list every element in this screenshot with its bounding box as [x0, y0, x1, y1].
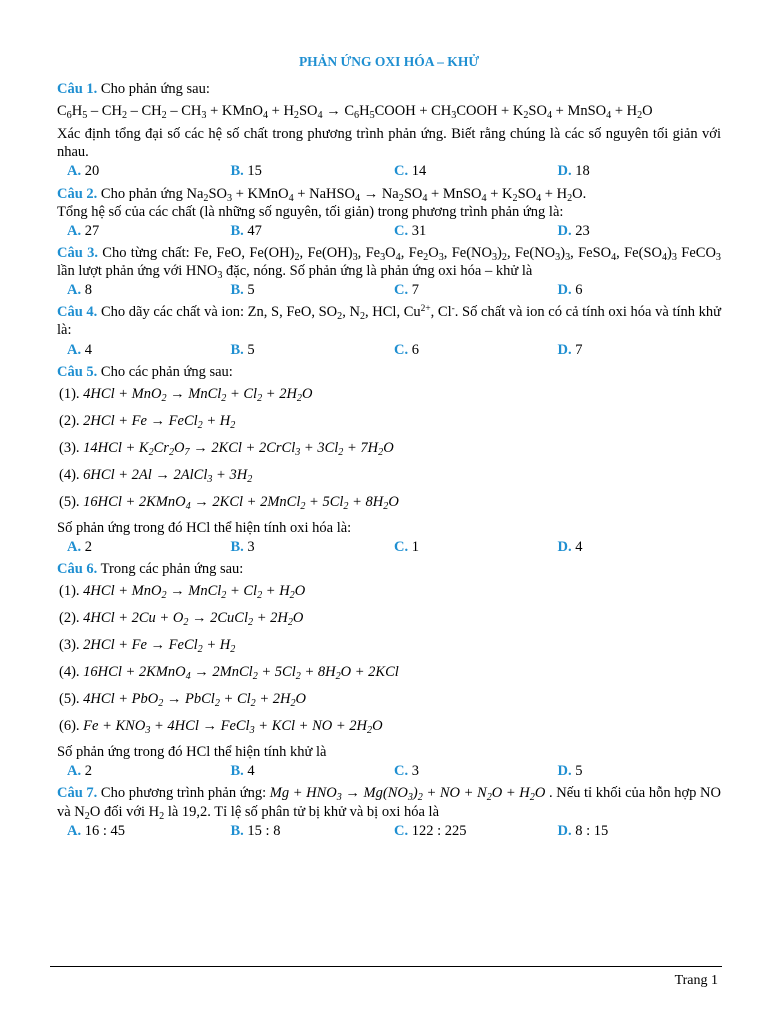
option-letter: D.	[557, 163, 572, 180]
equation-5-5: (5). 16HCl + 2KMnO$_4$ → 2KCl + 2MnCl$_2$ + $5Cl_2 + 8H_2O$	[59, 493, 399, 512]
option-value: 14	[408, 163, 427, 180]
answer-option[interactable]	[558, 762, 722, 780]
answer-option[interactable]	[231, 538, 395, 556]
question-2-options	[57, 222, 721, 240]
question-5-label: Câu 5.	[57, 363, 98, 380]
question-3-options	[57, 281, 721, 299]
question-2-heading: Câu 2. Cho phản ứng $Na_2SO_3$ + KMnO$_4$ + NaHSO$_4$ → $Na_2SO_4$ + MnSO$_4$ + $K_2SO_4 + H_2O$.	[57, 185, 587, 204]
option-letter: B.	[230, 763, 244, 780]
option-letter: B.	[230, 163, 244, 180]
option-value: 8	[81, 282, 92, 299]
equation-6-2: (2). $4HCl + 2Cu + O_2$ → 2CuCl$_2$ + $2H_2O$	[59, 610, 304, 629]
option-letter: C.	[394, 222, 409, 239]
option-value: 5	[243, 341, 255, 358]
option-letter: C.	[394, 163, 409, 180]
worksheet-page	[57, 54, 721, 844]
answer-option[interactable]	[394, 538, 558, 556]
option-letter: C.	[394, 341, 409, 358]
answer-option[interactable]	[558, 281, 722, 299]
answer-option[interactable]	[558, 222, 722, 240]
option-letter: C.	[394, 763, 409, 780]
answer-option[interactable]	[67, 281, 231, 299]
option-value: 5	[243, 282, 255, 299]
question-4-options	[57, 341, 721, 359]
option-value: 31	[408, 222, 427, 239]
question-1-heading	[57, 80, 721, 98]
question-4-body: Câu 4. Cho dãy các chất và ion: Zn, S, FeO, $SO_2$, $N_2$, HCl, $Cu^{2+}$, Cl-. Số chất và ion có cả tính oxi hóa và tính khử là:	[57, 304, 722, 339]
answer-option[interactable]	[394, 162, 558, 180]
equation-6-4: (4). 16HCl + 2KMnO$_4$ → 2MnCl$_2$ + $5Cl_2 + 8H_2O + 2KCl$	[59, 664, 399, 683]
question-2-body: Tổng hệ số của các chất (là những số nguyên, tối giản) trong phương trình phản ứng là:	[57, 203, 564, 220]
answer-option[interactable]	[67, 341, 231, 359]
option-letter: C.	[394, 822, 409, 839]
equation-5-3: (3). $14HCl + K_2Cr_2O_7 \to 2KCl$ + 2CrCl$_3$ + $3Cl_2 + 7H_2O$	[59, 439, 394, 458]
equation-5-2: (2). 2HCl + Fe → FeCl$_2$ + $H_2$	[59, 412, 236, 431]
option-value: 23	[571, 222, 590, 239]
option-letter: A.	[67, 222, 82, 239]
question-5-prompt: Số phản ứng trong đó HCl thể hiện tính oxi hóa là:	[57, 519, 352, 536]
answer-option[interactable]	[394, 222, 558, 240]
equation-5-4: (4). 6HCl + 2Al → 2AlCl$_3$ + $3H_2$	[59, 466, 253, 485]
question-5-heading	[57, 363, 721, 381]
option-letter: A.	[67, 763, 82, 780]
option-value: 6	[571, 282, 583, 299]
answer-option[interactable]	[231, 762, 395, 780]
question-3-body: Câu 3. Cho từng chất: Fe, FeO, $Fe(OH)_2$, $Fe(OH)_3$, $Fe_3O_4$, $Fe_2O_3$, $Fe(NO_3)_2$, $Fe(NO_3)_3$, FeSO$_4$, $Fe(SO_4)_3$ FeCO$_3$ lần lượt phản ứng với $HNO_3$ đặc, nóng. Số phản ứng là phản ứng oxi hóa – khử là	[57, 244, 721, 281]
question-2-label: Câu 2.	[57, 185, 98, 202]
option-value: 8 : 15	[571, 822, 609, 839]
answer-option[interactable]	[558, 341, 722, 359]
question-1-equation: $C_6H_5 - CH_2 - CH_2 - CH_3$ + KMnO$_4$ + $H_2SO_4$ → $C_6H_5COOH$ + $CH_3COOH + K_2SO_4$ + MnSO$_4$ + $H_2O$	[57, 103, 653, 121]
option-value: 15	[243, 163, 262, 180]
option-letter: A.	[67, 163, 82, 180]
option-value: 27	[81, 222, 100, 239]
option-value: 18	[571, 163, 590, 180]
answer-option[interactable]	[231, 222, 395, 240]
option-value: 3	[243, 538, 255, 555]
page-title: PHẢN ỨNG OXI HÓA – KHỬ	[298, 54, 480, 69]
answer-option[interactable]	[67, 162, 231, 180]
answer-option[interactable]	[67, 222, 231, 240]
answer-option[interactable]	[394, 281, 558, 299]
option-letter: A.	[67, 282, 82, 299]
option-letter: D.	[557, 763, 572, 780]
question-6-options	[57, 762, 721, 780]
answer-option[interactable]	[394, 822, 558, 840]
question-6-label: Câu 6.	[57, 561, 98, 577]
option-letter: B.	[230, 822, 244, 839]
option-value: 4	[81, 341, 92, 358]
question-6-text: Trong các phản ứng sau:	[97, 561, 244, 577]
option-letter: D.	[557, 822, 572, 839]
equation-6-3: (3). 2HCl + Fe → FeCl$_2$ + $H_2$	[59, 637, 236, 656]
option-value: 3	[408, 763, 419, 780]
answer-option[interactable]	[231, 822, 395, 840]
question-1-body: Xác định tổng đại số các hệ số chất trong phương trình phản ứng. Biết rằng chúng là các số nguyên tối giản với nhau.	[57, 126, 721, 161]
question-1-label: Câu 1.	[57, 80, 98, 97]
question-7-label: Câu 7.	[57, 785, 98, 802]
answer-option[interactable]	[558, 162, 722, 180]
option-letter: C.	[394, 282, 409, 299]
answer-option[interactable]	[67, 538, 231, 556]
answer-option[interactable]	[558, 822, 722, 840]
equation-6-1: (1). 4HCl + MnO$_2$ → MnCl$_2$ + $Cl_2 + H_2O$	[59, 583, 306, 602]
answer-option[interactable]	[394, 762, 558, 780]
question-1-options	[57, 162, 721, 180]
option-value: 7	[408, 282, 419, 299]
footer-divider	[50, 966, 722, 967]
option-value: 4	[571, 538, 583, 555]
option-value: 2	[81, 538, 92, 555]
answer-option[interactable]	[67, 762, 231, 780]
option-value: 20	[81, 163, 100, 180]
question-6-prompt: Số phản ứng trong đó HCl thể hiện tính khử là	[57, 744, 327, 761]
option-letter: B.	[230, 222, 244, 239]
option-letter: A.	[67, 538, 82, 555]
question-3-label: Câu 3.	[57, 244, 98, 261]
option-value: 6	[408, 341, 419, 358]
question-6-heading	[57, 560, 721, 578]
question-5-text: Cho các phản ứng sau:	[97, 363, 233, 380]
answer-option[interactable]	[231, 281, 395, 299]
option-value: 2	[81, 763, 92, 780]
option-value: 1	[408, 538, 419, 555]
option-letter: D.	[557, 282, 572, 299]
answer-option[interactable]	[558, 538, 722, 556]
option-value: 4	[243, 763, 255, 780]
option-letter: D.	[557, 222, 572, 239]
question-4-label: Câu 4.	[57, 304, 98, 321]
question-5-options	[57, 538, 721, 556]
equation-5-1: (1). 4HCl + MnO$_2$ → MnCl$_2$ + $Cl_2 + 2H_2O$	[59, 385, 313, 404]
answer-option[interactable]	[231, 341, 395, 359]
option-value: 122 : 225	[408, 822, 467, 839]
option-value: 5	[571, 763, 583, 780]
option-value: 7	[571, 341, 583, 358]
equation-6-5: (5). 4HCl + PbO$_2$ → PbCl$_2$ + $Cl_2 + 2H_2O$	[59, 691, 307, 710]
question-1-text: Cho phản ứng sau:	[97, 80, 210, 97]
option-letter: B.	[230, 341, 244, 358]
option-letter: B.	[230, 282, 244, 299]
option-letter: D.	[557, 341, 572, 358]
option-letter: D.	[557, 538, 572, 555]
answer-option[interactable]	[231, 162, 395, 180]
option-value: 16 : 45	[81, 822, 126, 839]
option-value: 47	[243, 222, 262, 239]
question-7-body: Câu 7. Cho phương trình phản ứng: $Mg + HNO_3 \to Mg(NO_3)_2$ + NO + $N_2O + H_2O$ . Nếu tỉ khối của hỗn hợp NO và $N_2O$ đối với $H_2$ là 19,2. Tỉ lệ số phân tử bị khử và bị oxi hóa là	[57, 785, 721, 822]
option-letter: C.	[394, 538, 409, 555]
answer-option[interactable]	[67, 822, 231, 840]
page-number: Trang 1	[674, 973, 718, 988]
option-value: 15 : 8	[243, 822, 281, 839]
option-letter: B.	[230, 538, 244, 555]
answer-option[interactable]	[394, 341, 558, 359]
question-7-options	[57, 822, 721, 840]
option-letter: A.	[67, 341, 82, 358]
equation-6-6: (6). $Fe + KNO_3 + 4HCl$ → FeCl$_3$ + KCl + NO + $2H_2O$	[59, 718, 383, 737]
option-letter: A.	[67, 822, 82, 839]
